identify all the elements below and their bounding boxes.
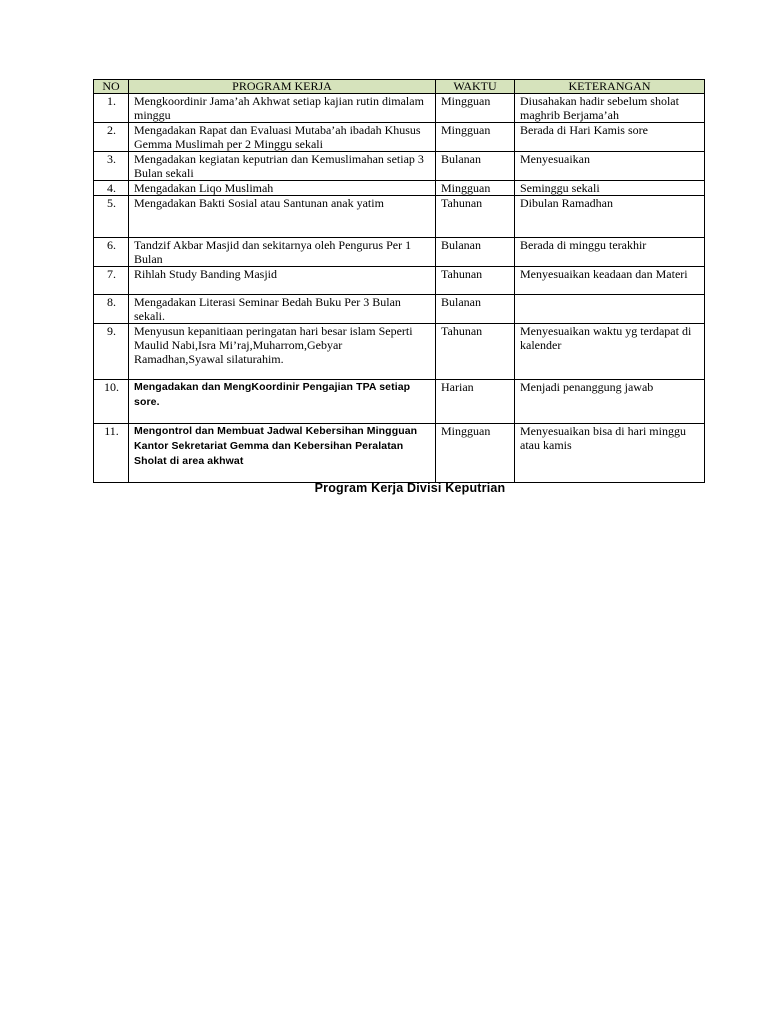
- table-header-row: [94, 80, 705, 94]
- header-no: NO: [94, 80, 129, 94]
- table-row: [94, 324, 705, 380]
- cell-waktu: Mingguan: [436, 94, 515, 123]
- cell-keterangan: Dibulan Ramadhan: [515, 196, 705, 238]
- cell-program: Mengontrol dan Membuat Jadwal Kebersihan Mingguan Kantor Sekretariat Gemma dan Kebersihan Peralatan Sholat di area akhwat: [129, 424, 436, 483]
- table-row: [94, 181, 705, 196]
- cell-keterangan: Menyesuaikan bisa di hari minggu atau kamis: [515, 424, 705, 483]
- table-row: [94, 267, 705, 295]
- cell-program: Mengkoordinir Jama’ah Akhwat setiap kajian rutin dimalam minggu: [129, 94, 436, 123]
- cell-no: 6.: [94, 238, 129, 267]
- cell-no: 10.: [94, 380, 129, 424]
- header-waktu: WAKTU: [436, 80, 515, 94]
- cell-waktu: Bulanan: [436, 152, 515, 181]
- table-row: [94, 238, 705, 267]
- cell-no: 7.: [94, 267, 129, 295]
- table-row: [94, 424, 705, 483]
- table-row: [94, 123, 705, 152]
- cell-no: 8.: [94, 295, 129, 324]
- cell-keterangan: Menjadi penanggung jawab: [515, 380, 705, 424]
- cell-waktu: Bulanan: [436, 295, 515, 324]
- cell-program: Mengadakan Rapat dan Evaluasi Mutaba’ah ibadah Khusus Gemma Muslimah per 2 Minggu sekali: [129, 123, 436, 152]
- cell-no: 9.: [94, 324, 129, 380]
- table-row: [94, 152, 705, 181]
- cell-waktu: Mingguan: [436, 181, 515, 196]
- cell-waktu: Harian: [436, 380, 515, 424]
- cell-program: Mengadakan Literasi Seminar Bedah Buku Per 3 Bulan sekali.: [129, 295, 436, 324]
- cell-keterangan: Seminggu sekali: [515, 181, 705, 196]
- cell-program: Mengadakan dan MengKoordinir Pengajian TPA setiap sore.: [129, 380, 436, 424]
- cell-waktu: Mingguan: [436, 123, 515, 152]
- cell-keterangan: [515, 295, 705, 324]
- header-program: PROGRAM KERJA: [129, 80, 436, 94]
- cell-no: 5.: [94, 196, 129, 238]
- cell-waktu: Tahunan: [436, 196, 515, 238]
- cell-no: 1.: [94, 94, 129, 123]
- cell-program: Menyusun kepanitiaan peringatan hari besar islam Seperti Maulid Nabi,Isra Mi’raj,Muharrom,Gebyar Ramadhan,Syawal silaturahim.: [129, 324, 436, 380]
- cell-no: 2.: [94, 123, 129, 152]
- cell-keterangan: Menyesuaikan: [515, 152, 705, 181]
- header-keterangan: KETERANGAN: [515, 80, 705, 94]
- cell-waktu: Tahunan: [436, 324, 515, 380]
- cell-waktu: Bulanan: [436, 238, 515, 267]
- cell-keterangan: Berada di Hari Kamis sore: [515, 123, 705, 152]
- cell-program: Rihlah Study Banding Masjid: [129, 267, 436, 295]
- cell-waktu: Tahunan: [436, 267, 515, 295]
- cell-program: Mengadakan Bakti Sosial atau Santunan anak yatim: [129, 196, 436, 238]
- cell-keterangan: Diusahakan hadir sebelum sholat maghrib Berjama’ah: [515, 94, 705, 123]
- program-table: [93, 79, 705, 483]
- cell-waktu: Mingguan: [436, 424, 515, 483]
- table-row: [94, 295, 705, 324]
- table-row: [94, 380, 705, 424]
- cell-keterangan: Menyesuaikan waktu yg terdapat di kalender: [515, 324, 705, 380]
- cell-program: Tandzif Akbar Masjid dan sekitarnya oleh Pengurus Per 1 Bulan: [129, 238, 436, 267]
- cell-no: 11.: [94, 424, 129, 483]
- cell-keterangan: Berada di minggu terakhir: [515, 238, 705, 267]
- cell-program: Mengadakan kegiatan keputrian dan Kemuslimahan setiap 3 Bulan sekali: [129, 152, 436, 181]
- table-row: [94, 94, 705, 123]
- cell-program: Mengadakan Liqo Muslimah: [129, 181, 436, 196]
- table-row: [94, 196, 705, 238]
- cell-no: 4.: [94, 181, 129, 196]
- cell-no: 3.: [94, 152, 129, 181]
- table-caption: Program Kerja Divisi Keputrian: [314, 481, 506, 495]
- cell-keterangan: Menyesuaikan keadaan dan Materi: [515, 267, 705, 295]
